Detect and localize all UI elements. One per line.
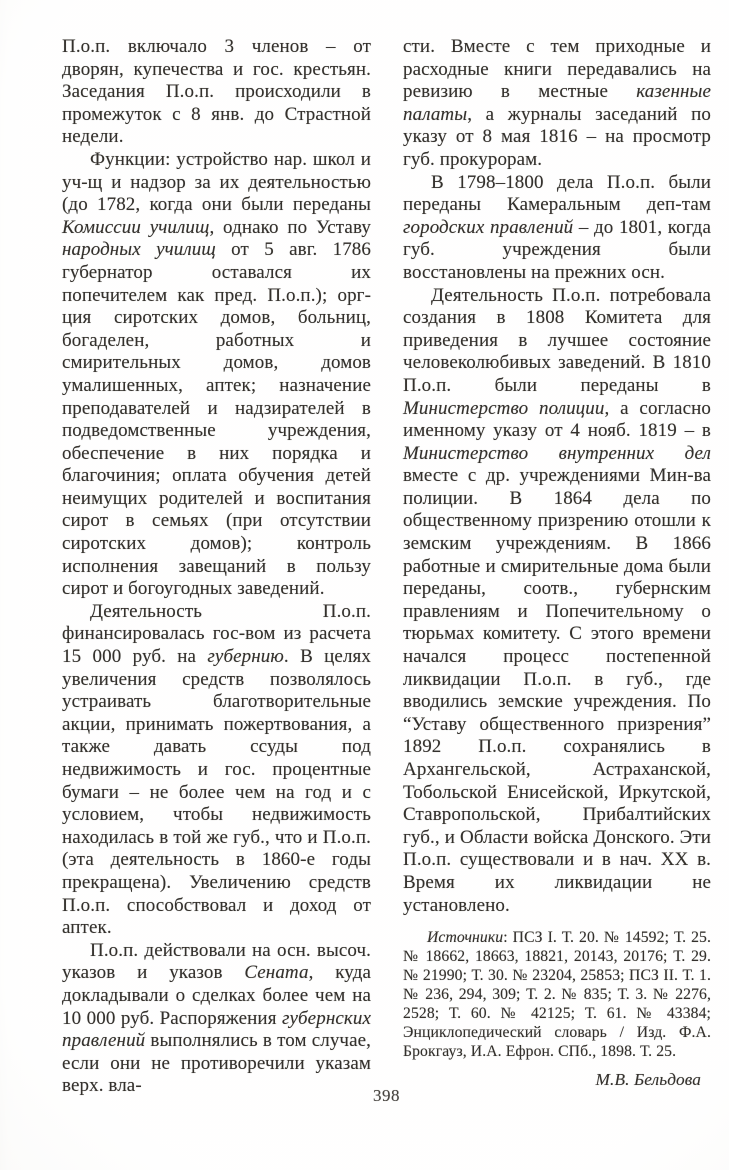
italic-text-run: казенные палаты (403, 81, 711, 125)
italic-text-run: губернию (207, 646, 284, 668)
italic-text-run: народных училищ (62, 239, 216, 261)
paragraph (62, 940, 371, 1098)
text-run: В 1798–1800 дела П.о.п. были переданы Камеральным деп-там (403, 171, 711, 216)
text-run: П.о.п. включало 3 членов – от дворян, купечества и гос. крестьян. Заседания П.о.п. происходили в промежуток с 8 янв. до Страстной недели. (62, 36, 371, 148)
text-run: от 5 авг. 1786 губернатор оставался их попечителем как пред. П.о.п.); орг-ция сиротских домов, больниц, богаделен, работных и смирительных домов, домов умалишенных, аптек; назначение преподавателей и надзирателей в подведомственные учреждения, обеспечение в них порядка и благочиния; оплата обучения детей неимущих родителей и воспитания сирот в семьях (при отсутствии сиротских домов); контроль исполнения завещаний в пользу сирот и богоугодных заведений. (62, 239, 372, 600)
paragraph (403, 36, 711, 172)
paragraph (403, 928, 711, 1061)
text-run: Деятельность П.о.п. финансировалась гос-вом из расчета 15 000 руб. на (62, 600, 371, 668)
right-column-body (403, 36, 711, 917)
italic-text-run: губернских правлений (62, 1007, 371, 1052)
italic-text-run: Источники (427, 929, 504, 947)
page-number: 398 (373, 1086, 400, 1105)
text-run: , а согласно именному указу от 4 нояб. 1819 – в (403, 397, 711, 442)
text-run: сти. Вместе с тем приходные и расходные книги передавались на ревизию в местные (403, 36, 711, 103)
paragraph (62, 36, 371, 149)
author-signature: М.В. Бельдова (595, 1070, 701, 1090)
text-run: П.о.п. действовали на осн. высоч. указов и указов (62, 939, 371, 984)
left-column (62, 36, 371, 1098)
sources-section (403, 928, 711, 1061)
italic-text-run: Комиссии училищ (62, 216, 210, 238)
italic-text-run: Министерство внутренних дел (403, 442, 711, 464)
text-run: , однако по Уставу (209, 216, 371, 238)
text-run: Функции: устройство нар. школ и уч-щ и надзор за их деятельностью (до 1782, когда они были переданы (62, 148, 371, 216)
text-run: , куда докладывали о сделках более чем на 10 000 руб. Распоряжения (62, 962, 371, 1029)
italic-text-run: городских правлений (403, 216, 574, 238)
text-run: . В целях увеличения средств позволялось устраивать благотворительные акции, принимать пожертвования, а также давать ссуды под недвижимость и гос. процентные бумаги – не более чем на год и с условием, чтобы недвижимость находилась в той же губ., что и П.о.п. (эта деятельность в 1860-е годы прекращена). Увеличению средств П.о.п. способствовал и доход от аптек. (62, 646, 371, 939)
right-column (403, 36, 711, 1090)
text-run: – до 1801, когда губ. учреждения были восстановлены на прежних осн. (403, 216, 711, 283)
text-run: выполнялись в том случае, если они не противоречили указам верх. вла- (62, 1030, 371, 1097)
paragraph (62, 601, 371, 940)
italic-text-run: Сената (244, 962, 309, 984)
text-run: , а журналы заседаний по указу от 8 мая 1816 – на просмотр губ. прокурорам. (403, 103, 711, 170)
text-run: : ПСЗ I. Т. 20. № 14592; Т. 25. № 18662, 18663, 18821, 20143, 20176; Т. 29. № 21990; Т. 30. № 23204, 25853; ПСЗ II. Т. 1. № 236, 294, 309; Т. 2. № 835; Т. 3. № 2276, 2528; Т. 60. № 42125; Т. 61. № 43384; Энциклопедический словарь / Изд. Ф.А. Брокгауз, И.А. Ефрон. СПб., 1898. Т. 25. (403, 929, 711, 1061)
paragraph (403, 172, 711, 285)
italic-text-run: Министерство полиции (403, 397, 605, 419)
text-run: вместе с др. учреждениями Мин-ва полиции. В 1864 дела по общественному призрению отошли к земским учреждениям. В 1866 работные и смирительные дома были переданы, соотв., губернским правлениям и Попечительному о тюрьмах комитету. С этого времени начался процесс постепенной ликвидации П.о.п. в губ., где вводились земские учреждения. По “Уставу общественного призрения” 1892 П.о.п. сохранялись в Архангельской, Астраханской, Тобольской Енисейской, Иркутской, Ставропольской, Прибалтийских губ., и Области войска Донского. Эти П.о.п. существовали и в нач. XX в. Время их ликвидации не установлено. (403, 465, 711, 916)
text-run: Деятельность П.о.п. потребовала создания в 1808 Комитета для приведения в лучшее состояние человеколюбивых заведений. В 1810 П.о.п. были переданы в (403, 284, 711, 396)
paragraph (62, 149, 371, 601)
paragraph (403, 285, 711, 918)
